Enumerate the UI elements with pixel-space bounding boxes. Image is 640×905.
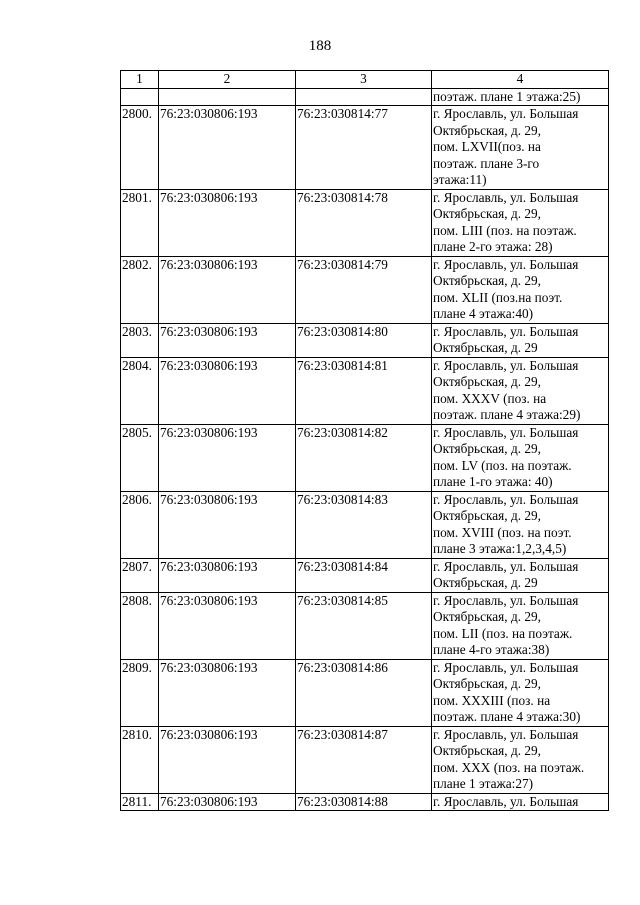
object-number-cell: 76:23:030814:85 <box>296 592 432 659</box>
table-row <box>121 189 609 256</box>
address-line: г. Ярославль, ул. Большая <box>433 592 579 608</box>
address-line: этажа:11) <box>433 172 487 187</box>
address-line: г. Ярославль, ул. Большая <box>433 357 579 373</box>
address-line: плане 2-го этажа: 28) <box>433 239 553 254</box>
parcel-number-cell: 76:23:030806:193 <box>159 256 296 323</box>
address-line: Октябрьская, д. 29, <box>433 508 541 523</box>
table-row <box>121 793 609 811</box>
address-cell <box>432 323 609 357</box>
parcel-number-cell: 76:23:030806:193 <box>159 793 296 811</box>
table-row <box>121 726 609 793</box>
address-line: пом. XXXIII (поз. на <box>433 692 551 708</box>
address-line: Октябрьская, д. 29, <box>433 374 541 389</box>
address-line: плане 4-го этажа:38) <box>433 642 550 657</box>
parcel-number-cell: 76:23:030806:193 <box>159 189 296 256</box>
row-number-cell: 2801. <box>121 189 159 256</box>
registry-table <box>120 70 609 811</box>
row-number-cell: 2803. <box>121 323 159 357</box>
address-line: плане 3 этажа:1,2,3,4,5) <box>433 541 567 556</box>
object-number-cell: 76:23:030814:83 <box>296 491 432 558</box>
address-line: Октябрьская, д. 29 <box>433 575 538 590</box>
object-number-cell: 76:23:030814:86 <box>296 659 432 726</box>
address-line: Октябрьская, д. 29, <box>433 609 541 624</box>
table-row <box>121 357 609 424</box>
continuation-num-cell <box>121 88 159 106</box>
row-number-cell: 2811. <box>121 793 159 811</box>
table-row <box>121 106 609 190</box>
address-line: пом. XXXV (поз. на <box>433 390 547 406</box>
address-line: г. Ярославль, ул. Большая <box>433 189 579 205</box>
address-line: Октябрьская, д. 29, <box>433 676 541 691</box>
parcel-number-cell: 76:23:030806:193 <box>159 726 296 793</box>
address-cell <box>432 256 609 323</box>
address-cell <box>432 592 609 659</box>
continuation-address-cell <box>432 88 609 106</box>
table-row <box>121 256 609 323</box>
continuation-row <box>121 88 609 106</box>
address-cell <box>432 558 609 592</box>
table-row <box>121 323 609 357</box>
row-number-cell: 2804. <box>121 357 159 424</box>
object-number-cell: 76:23:030814:77 <box>296 106 432 190</box>
address-line: г. Ярославль, ул. Большая <box>433 659 579 675</box>
address-line: г. Ярославль, ул. Большая <box>433 323 579 339</box>
object-number-cell: 76:23:030814:82 <box>296 424 432 491</box>
column-number-2: 2 <box>159 71 296 89</box>
address-cell <box>432 189 609 256</box>
continuation-parcel-cell <box>159 88 296 106</box>
row-number-cell: 2800. <box>121 106 159 190</box>
row-number-cell: 2805. <box>121 424 159 491</box>
address-line: г. Ярославль, ул. Большая <box>433 558 579 574</box>
object-number-cell: 76:23:030814:87 <box>296 726 432 793</box>
address-cell <box>432 726 609 793</box>
address-cell <box>432 793 609 811</box>
parcel-number-cell: 76:23:030806:193 <box>159 357 296 424</box>
address-line: пом. LII (поз. на поэтаж. <box>433 625 573 641</box>
column-number-row <box>121 71 609 89</box>
address-line: пом. XXX (поз. на поэтаж. <box>433 759 585 775</box>
table-row <box>121 558 609 592</box>
address-line: г. Ярославль, ул. Большая <box>433 491 579 507</box>
address-line: г. Ярославль, ул. Большая <box>433 256 579 272</box>
address-line: пом. LV (поз. на поэтаж. <box>433 457 572 473</box>
address-line: г. Ярославль, ул. Большая <box>433 793 579 809</box>
row-number-cell: 2807. <box>121 558 159 592</box>
table-row <box>121 424 609 491</box>
address-line: г. Ярославль, ул. Большая <box>433 106 579 121</box>
address-line: Октябрьская, д. 29, <box>433 206 541 221</box>
parcel-number-cell: 76:23:030806:193 <box>159 491 296 558</box>
address-line: пом. XLII (поз.на поэт. <box>433 289 563 305</box>
address-line: г. Ярославль, ул. Большая <box>433 424 579 440</box>
address-line: плане 1 этажа:27) <box>433 776 534 791</box>
object-number-cell: 76:23:030814:80 <box>296 323 432 357</box>
continuation-object-cell <box>296 88 432 106</box>
column-number-3: 3 <box>296 71 432 89</box>
parcel-number-cell: 76:23:030806:193 <box>159 424 296 491</box>
address-line: пом. LIII (поз. на поэтаж. <box>433 222 577 238</box>
row-number-cell: 2808. <box>121 592 159 659</box>
object-number-cell: 76:23:030814:81 <box>296 357 432 424</box>
object-number-cell: 76:23:030814:78 <box>296 189 432 256</box>
parcel-number-cell: 76:23:030806:193 <box>159 659 296 726</box>
address-line: поэтаж. плане 4 этажа:29) <box>433 407 581 422</box>
address-line: Октябрьская, д. 29, <box>433 273 541 288</box>
address-cell <box>432 424 609 491</box>
address-line: Октябрьская, д. 29, <box>433 122 541 138</box>
parcel-number-cell: 76:23:030806:193 <box>159 592 296 659</box>
address-line: плане 4 этажа:40) <box>433 306 534 321</box>
address-line: пом. LXVII(поз. на <box>433 139 541 154</box>
parcel-number-cell: 76:23:030806:193 <box>159 558 296 592</box>
row-number-cell: 2810. <box>121 726 159 793</box>
column-number-1: 1 <box>121 71 159 89</box>
address-cell <box>432 106 609 190</box>
page-number: 188 <box>308 38 332 54</box>
column-number-4: 4 <box>432 71 609 89</box>
parcel-number-cell: 76:23:030806:193 <box>159 106 296 190</box>
row-number-cell: 2809. <box>121 659 159 726</box>
address-cell <box>432 659 609 726</box>
object-number-cell: 76:23:030814:88 <box>296 793 432 811</box>
address-line: поэтаж. плане 3-го <box>433 155 540 171</box>
address-cell <box>432 357 609 424</box>
object-number-cell: 76:23:030814:79 <box>296 256 432 323</box>
address-line: плане 1-го этажа: 40) <box>433 474 553 489</box>
registry-table-body <box>121 71 609 811</box>
table-row <box>121 592 609 659</box>
address-line: Октябрьская, д. 29 <box>433 340 538 355</box>
address-line: пом. XVIII (поз. на поэт. <box>433 524 572 540</box>
address-line: поэтаж. плане 4 этажа:30) <box>433 709 581 724</box>
object-number-cell: 76:23:030814:84 <box>296 558 432 592</box>
row-number-cell: 2806. <box>121 491 159 558</box>
row-number-cell: 2802. <box>121 256 159 323</box>
table-row <box>121 659 609 726</box>
address-line: Октябрьская, д. 29, <box>433 743 541 758</box>
address-line: г. Ярославль, ул. Большая <box>433 726 579 742</box>
address-line: Октябрьская, д. 29, <box>433 441 541 456</box>
address-line: поэтаж. плане 1 этажа:25) <box>433 88 581 104</box>
address-cell <box>432 491 609 558</box>
table-row <box>121 491 609 558</box>
parcel-number-cell: 76:23:030806:193 <box>159 323 296 357</box>
